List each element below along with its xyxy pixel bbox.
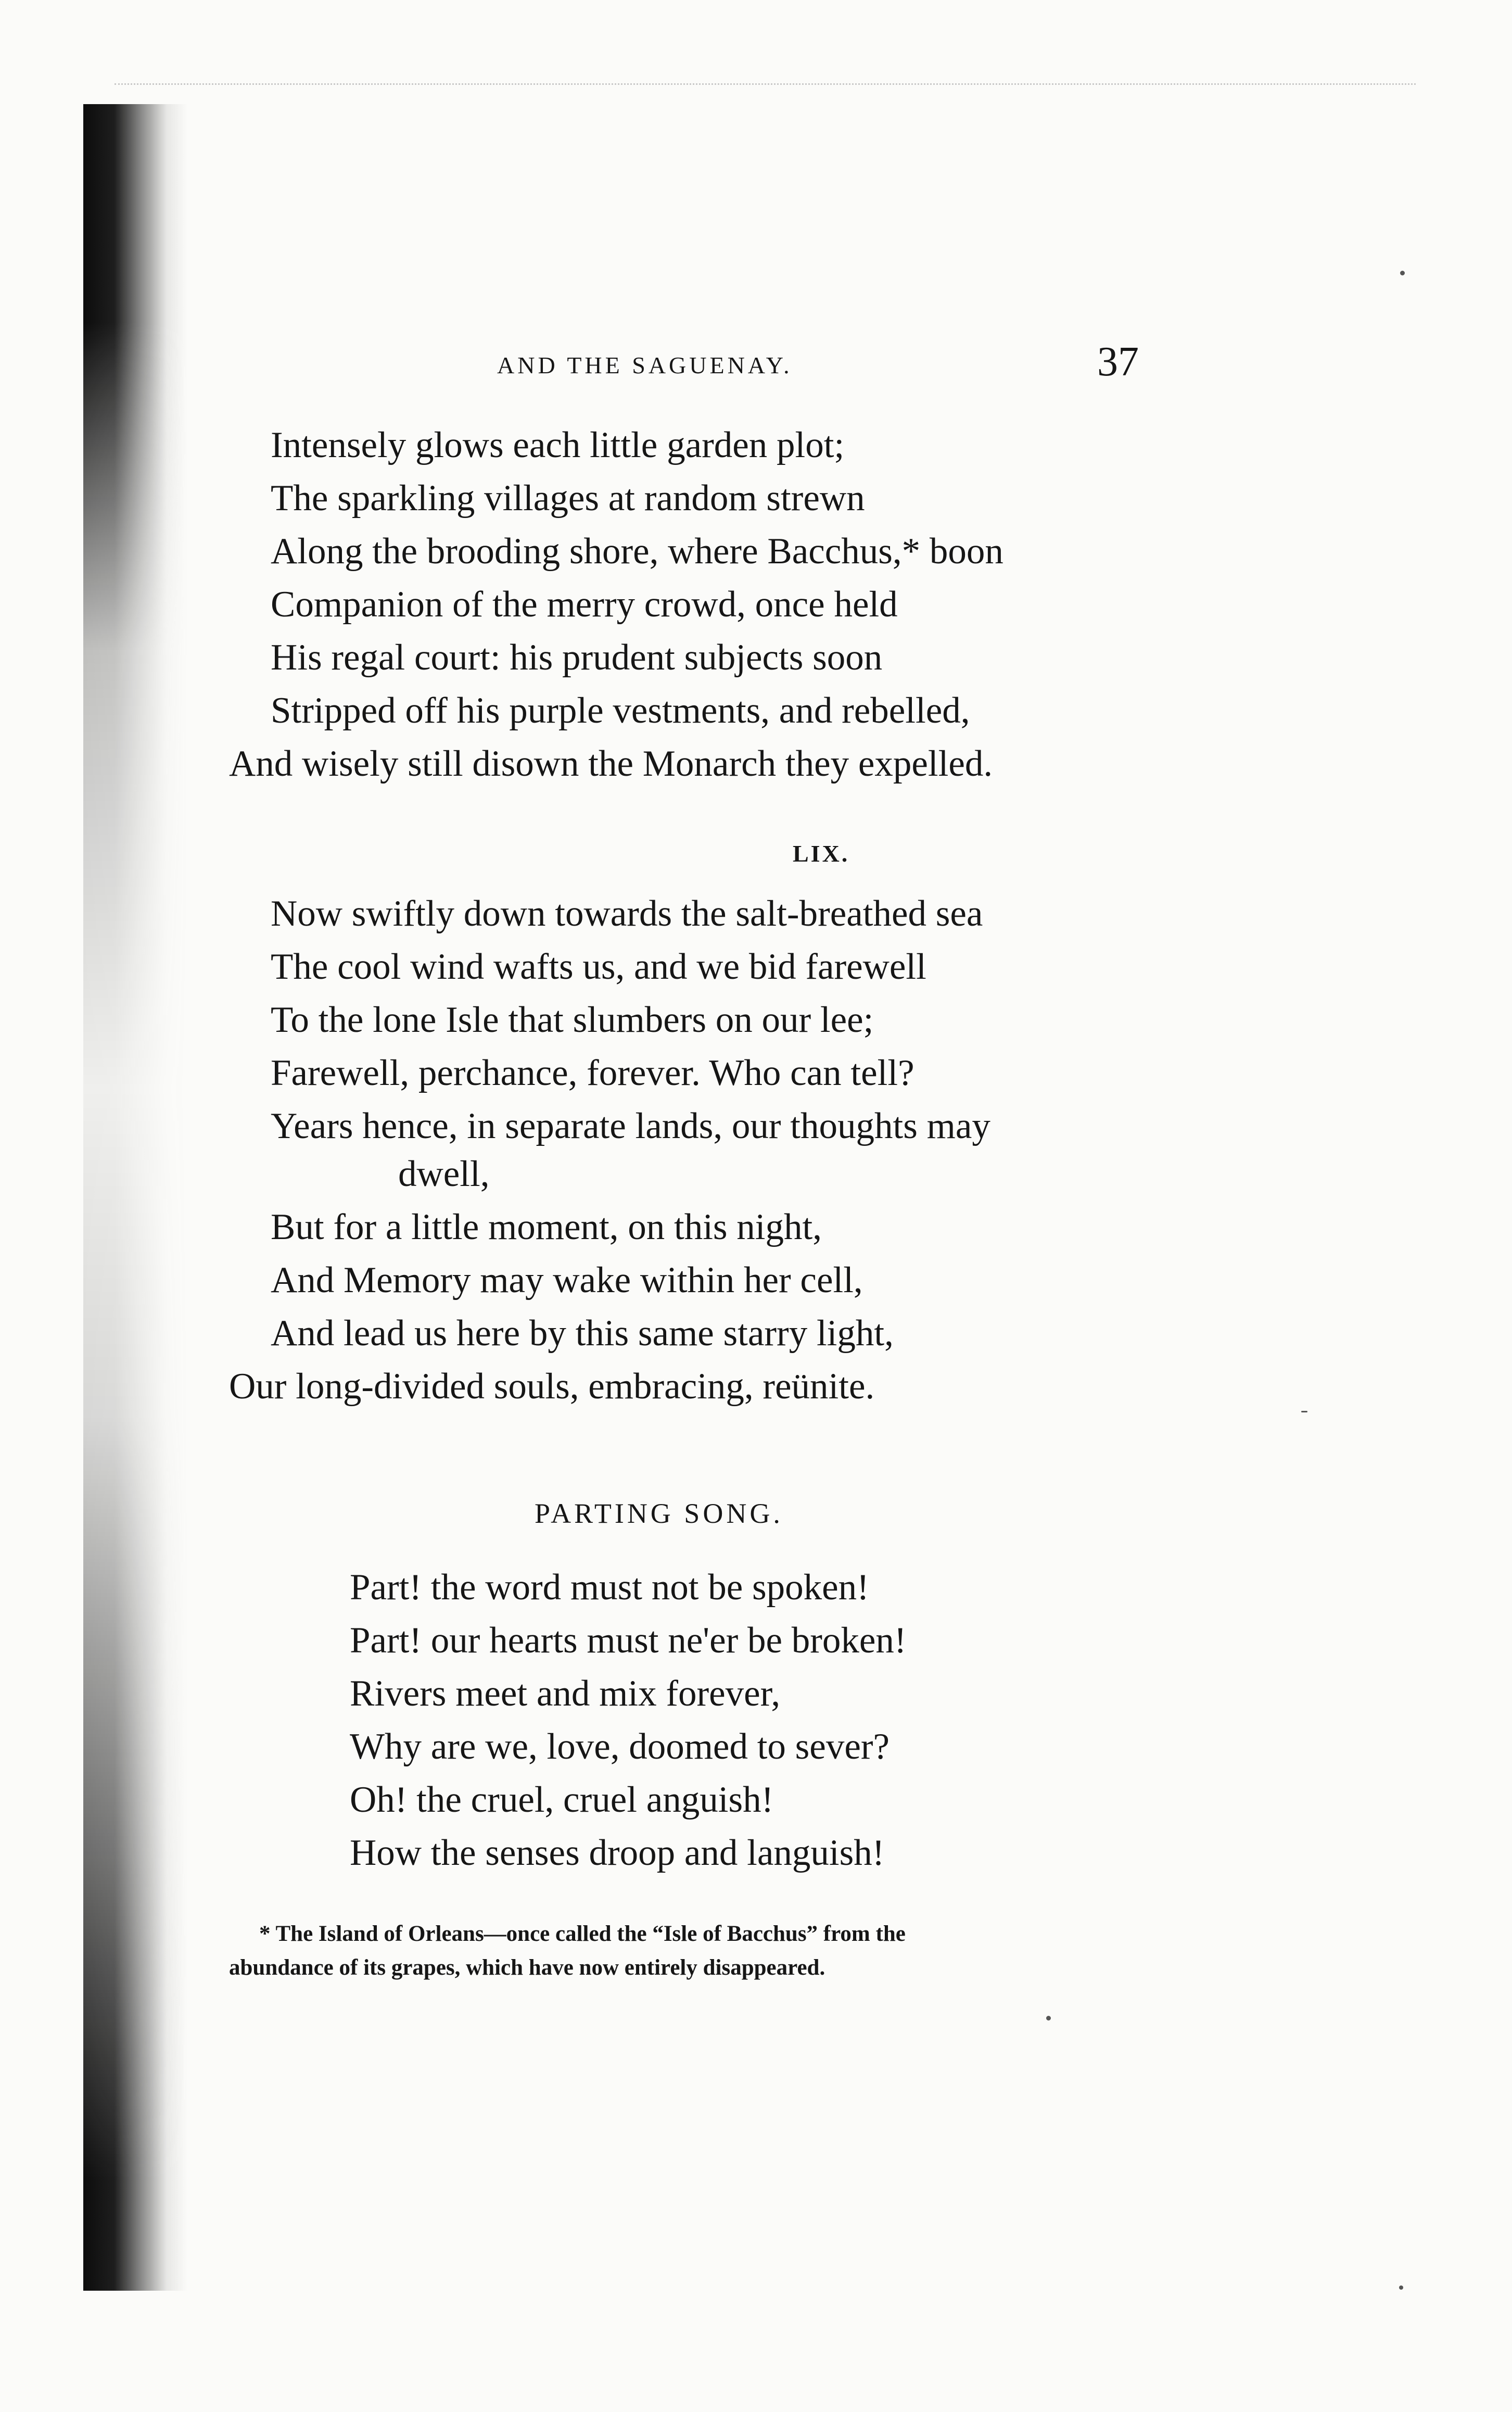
song-line: Oh! the cruel, cruel anguish! xyxy=(350,1779,774,1820)
verse-line: And lead us here by this same starry light, xyxy=(271,1313,894,1354)
verse-line: To the lone Isle that slumbers on our lee; xyxy=(271,1000,874,1040)
song-title: PARTING SONG. xyxy=(535,1498,783,1529)
ink-speck xyxy=(1301,1411,1307,1412)
footnote-line: abundance of its grapes, which have now entirely disappeared. xyxy=(229,1955,825,1980)
song-line: Part! the word must not be spoken! xyxy=(350,1567,869,1608)
ink-speck xyxy=(1046,2016,1051,2020)
binding-shadow xyxy=(83,104,187,2291)
verse-line: Stripped off his purple vestments, and rebelled, xyxy=(271,690,970,731)
song-line: How the senses droop and languish! xyxy=(350,1833,885,1873)
verse-line: But for a little moment, on this night, xyxy=(271,1207,822,1247)
verse-line: His regal court: his prudent subjects soon xyxy=(271,637,883,678)
song-line: Part! our hearts must ne'er be broken! xyxy=(350,1620,907,1661)
verse-line: Now swiftly down towards the salt-breathed sea xyxy=(271,893,983,934)
footnote-line: * The Island of Orleans—once called the “Isle of Bacchus” from the xyxy=(259,1922,906,1946)
verse-line: Farewell, perchance, forever. Who can tell? xyxy=(271,1053,914,1093)
ink-speck xyxy=(1400,271,1405,275)
verse-line: Our long-divided souls, embracing, reünite. xyxy=(229,1366,875,1407)
running-title: AND THE SAGUENAY. xyxy=(497,352,793,378)
top-page-edge xyxy=(115,83,1416,85)
stanza-number: LIX. xyxy=(793,840,850,867)
verse-line: Companion of the merry crowd, once held xyxy=(271,584,898,625)
verse-line: dwell, xyxy=(398,1154,490,1194)
song-line: Rivers meet and mix forever, xyxy=(350,1673,781,1714)
verse-line: And wisely still disown the Monarch they expelled. xyxy=(229,743,993,784)
verse-line: And Memory may wake within her cell, xyxy=(271,1260,863,1300)
verse-line: The cool wind wafts us, and we bid farewell xyxy=(271,946,926,987)
ink-speck xyxy=(1399,2285,1403,2290)
verse-line: The sparkling villages at random strewn xyxy=(271,478,865,519)
verse-line: Intensely glows each little garden plot; xyxy=(271,425,845,465)
verse-line: Years hence, in separate lands, our thoughts may xyxy=(271,1106,990,1146)
page-number: 37 xyxy=(1097,339,1139,385)
song-line: Why are we, love, doomed to sever? xyxy=(350,1726,890,1767)
verse-line: Along the brooding shore, where Bacchus,* boon xyxy=(271,531,1003,572)
